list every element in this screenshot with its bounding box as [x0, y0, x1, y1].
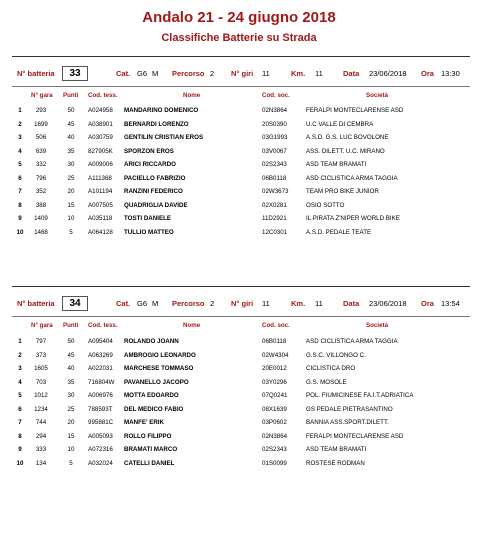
societa: A.S.D. PEDALE TEATE [306, 228, 372, 236]
punti: 50 [67, 338, 75, 345]
nome: TULLIO MATTEO [124, 228, 174, 236]
codsoc: 02N3864 [262, 432, 288, 440]
pos: 1 [18, 338, 22, 345]
tess: A030759 [88, 134, 113, 141]
tess: A035118 [88, 215, 113, 222]
codsoc: 20S0390 [262, 120, 287, 128]
table-row [0, 457, 478, 471]
codsoc: 06B0118 [262, 174, 287, 182]
societa: FERALPI MONTECLARENSE ASD [306, 432, 404, 440]
table-header [0, 322, 478, 332]
batteria-info-bar [0, 296, 478, 312]
societa: U.C VALLE DI CEMBRA [306, 120, 374, 128]
col-gara: N° gara [31, 322, 53, 329]
nome: MOTTA EDOARDO [124, 392, 179, 399]
societa: G.S.C. VILLONGO C. [306, 351, 366, 359]
codsoc: 20E0012 [262, 365, 287, 372]
punti: 25 [67, 405, 75, 413]
batteria-number: 33 [62, 66, 88, 81]
label-batteria: N° batteria [17, 69, 55, 78]
gara: 796 [35, 174, 47, 182]
col-gara: N° gara [31, 92, 53, 99]
pos: 3 [18, 134, 22, 141]
codsoc: 11D2921 [262, 215, 287, 222]
table-row [0, 376, 478, 390]
divider [12, 86, 470, 87]
table-row [0, 362, 478, 376]
table-row [0, 158, 478, 172]
km-value: 11 [315, 299, 323, 308]
table-row [0, 349, 478, 363]
sesso-value: M [152, 69, 159, 78]
tess: 995881C [88, 419, 114, 426]
gara: 744 [35, 419, 47, 426]
punti: 5 [69, 228, 73, 236]
codsoc: 02W3673 [262, 188, 289, 195]
punti: 5 [69, 459, 73, 467]
giri-value: 11 [262, 299, 270, 308]
divider [12, 286, 470, 287]
societa: GS PEDALE PIETRASANTINO [306, 405, 393, 413]
punti: 25 [67, 174, 75, 182]
codsoc: 02N3864 [262, 107, 288, 114]
nome: BRAMATI MARCO [124, 446, 178, 453]
nome: PACIELLO FABRIZIO [124, 174, 186, 182]
page-title: Andalo 21 - 24 giugno 2018 [142, 9, 336, 26]
tess: A006976 [88, 392, 113, 399]
label-cat: Cat. [116, 299, 131, 308]
label-cat: Cat. [116, 69, 131, 78]
gara: 1234 [34, 405, 48, 413]
table-row [0, 212, 478, 226]
col-codsoc: Cod. soc. [262, 92, 290, 99]
societa: ROSTESE RODMAN [306, 459, 365, 467]
societa: FERALPI MONTECLARENSE ASD [306, 107, 404, 114]
table-row [0, 416, 478, 430]
punti: 40 [67, 134, 75, 141]
label-giri: N° giri [231, 69, 254, 78]
col-punti: Punti [63, 92, 79, 99]
pos: 1 [18, 107, 22, 114]
page-subtitle: Classifiche Batterie su Strada [161, 32, 317, 44]
societa: ASD CICLISTICA ARMA TAGGIA [306, 338, 398, 345]
codsoc: 08X1639 [262, 405, 287, 413]
codsoc: 02S2343 [262, 161, 287, 168]
tess: A005093 [88, 432, 113, 440]
ora-value: 13:54 [441, 299, 460, 308]
punti: 10 [67, 446, 75, 453]
pos: 10 [16, 459, 24, 467]
codsoc: 03P0602 [262, 419, 287, 426]
pos: 2 [18, 351, 22, 359]
data-value: 23/06/2018 [369, 69, 407, 78]
percorso-value: 2 [210, 299, 215, 308]
nome: ROLANDO JOANN [124, 338, 179, 345]
nome: AMBROGIO LEONARDO [124, 351, 196, 359]
nome: PAVANELLO JACOPO [124, 378, 189, 386]
col-codsoc: Cod. soc. [262, 322, 290, 329]
label-percorso: Percorso [172, 299, 205, 308]
pos: 10 [16, 228, 24, 236]
gara: 1468 [34, 228, 48, 236]
gara: 294 [35, 432, 47, 440]
societa: OSIO SOTTO [306, 201, 345, 209]
codsoc: 02W4304 [262, 351, 289, 359]
col-nome: Nome [183, 92, 201, 99]
table-row [0, 335, 478, 349]
punti: 35 [67, 378, 75, 386]
table-row [0, 131, 478, 145]
pos: 5 [18, 392, 22, 399]
societa: POL. FIUMICINESE FA.I.T.ADRIATICA [306, 392, 414, 399]
societa: A.S.D. G.S. LUC BOVOLONE [306, 134, 389, 141]
table-row [0, 199, 478, 213]
col-nome: Nome [183, 322, 201, 329]
table-row [0, 443, 478, 457]
pos: 9 [18, 215, 22, 222]
societa: ASD TEAM BRAMATI [306, 161, 367, 168]
cat-value: G6 [137, 299, 148, 308]
label-percorso: Percorso [172, 69, 205, 78]
punti: 45 [67, 120, 75, 128]
societa: BANNIA ASS.SPORT.DILETT. [306, 419, 389, 426]
codsoc: 07Q0241 [262, 392, 288, 399]
pos: 4 [18, 378, 22, 386]
societa: ASD TEAM BRAMATI [306, 446, 367, 453]
punti: 35 [67, 147, 75, 155]
nome: MANDARINO DOMENICO [124, 107, 199, 114]
gara: 373 [35, 351, 47, 359]
pos: 4 [18, 147, 22, 155]
societa: ASS. DILETT. U.C. MIRANO [306, 147, 385, 155]
nome: SPORZON EROS [124, 147, 174, 155]
punti: 15 [67, 432, 75, 440]
table-header [0, 92, 478, 102]
societa: ASD CICLISTICA ARMA TAGGIA [306, 174, 398, 182]
label-giri: N° giri [231, 299, 254, 308]
codsoc: 03V0067 [262, 147, 287, 155]
punti: 20 [67, 188, 75, 195]
codsoc: 06B0118 [262, 338, 287, 345]
table-row [0, 172, 478, 186]
nome: GENTILIN CRISTIAN EROS [124, 134, 204, 141]
gara: 388 [35, 201, 47, 209]
label-data: Data [343, 299, 360, 308]
table-row [0, 118, 478, 132]
percorso-value: 2 [210, 69, 215, 78]
pos: 9 [18, 446, 22, 453]
tess: A007505 [88, 201, 113, 209]
gara: 639 [35, 147, 47, 155]
tess: A111368 [88, 174, 112, 182]
tess: 788593T [88, 405, 113, 413]
col-societa: Società [366, 322, 389, 329]
nome: BERNARDI LORENZO [124, 120, 189, 128]
punti: 15 [67, 201, 75, 209]
col-societa: Società [366, 92, 389, 99]
tess: A072316 [88, 446, 113, 453]
label-km: Km. [291, 69, 306, 78]
tess: A101194 [88, 188, 113, 195]
societa: G.S. MOSOLE [306, 378, 347, 386]
gara: 333 [35, 446, 47, 453]
label-batteria: N° batteria [17, 299, 55, 308]
tess: A063269 [88, 351, 113, 359]
tess: A064128 [88, 228, 113, 236]
label-ora: Ora [421, 299, 434, 308]
gara: 134 [35, 459, 47, 467]
pos: 5 [18, 161, 22, 168]
societa: IL PIRATA Z'NIPER WORLD BIKE [306, 215, 400, 222]
gara: 1605 [34, 365, 48, 372]
codsoc: 03Y0296 [262, 378, 287, 386]
gara: 506 [35, 134, 47, 141]
gara: 332 [35, 161, 47, 168]
tess: A038901 [88, 120, 113, 128]
punti: 50 [67, 107, 75, 114]
societa: CICLISTICA DRO [306, 365, 356, 372]
km-value: 11 [315, 69, 323, 78]
batteria-info-bar [0, 66, 478, 82]
nome: CATELLI DANIEL [124, 459, 175, 467]
table-row [0, 430, 478, 444]
gara: 1409 [34, 215, 48, 222]
gara: 703 [35, 378, 47, 386]
nome: QUADRIGLIA DAVIDE [124, 201, 188, 209]
results-table-33 [0, 104, 478, 239]
nome: TOSTI DANIELE [124, 215, 171, 222]
gara: 352 [35, 188, 47, 195]
nome: ARICI RICCARDO [124, 161, 176, 168]
pos: 3 [18, 365, 22, 372]
punti: 20 [67, 419, 75, 426]
societa: TEAM PRO BIKE JUNIOR [306, 188, 379, 195]
table-row [0, 403, 478, 417]
col-tess: Cod. tess. [88, 322, 118, 329]
pos: 2 [18, 120, 22, 128]
batteria-number: 34 [62, 296, 88, 311]
pos: 7 [18, 419, 22, 426]
punti: 10 [67, 215, 75, 222]
results-table-34 [0, 335, 478, 470]
gara: 1012 [34, 392, 48, 399]
tess: 716804W [88, 378, 115, 386]
punti: 40 [67, 365, 75, 372]
col-tess: Cod. tess. [88, 92, 118, 99]
pos: 8 [18, 201, 22, 209]
codsoc: 02X0281 [262, 201, 287, 209]
codsoc: 12C0301 [262, 228, 288, 236]
tess: A022031 [88, 365, 113, 372]
tess: A024958 [88, 107, 113, 114]
table-row [0, 185, 478, 199]
giri-value: 11 [262, 69, 270, 78]
pos: 7 [18, 188, 22, 195]
col-punti: Punti [63, 322, 79, 329]
table-row [0, 389, 478, 403]
tess: A009006 [88, 161, 113, 168]
table-row [0, 226, 478, 240]
nome: MARCHESE TOMMASO [124, 365, 194, 372]
nome: RANZINI FEDERICO [124, 188, 183, 195]
divider [12, 56, 470, 57]
label-data: Data [343, 69, 360, 78]
nome: ROLLO FILIPPO [124, 432, 172, 440]
ora-value: 13:30 [441, 69, 460, 78]
label-km: Km. [291, 299, 306, 308]
tess: A032024 [88, 459, 113, 467]
sesso-value: M [152, 299, 159, 308]
divider [12, 316, 470, 317]
data-value: 23/06/2018 [369, 299, 407, 308]
pos: 6 [18, 174, 22, 182]
pos: 6 [18, 405, 22, 413]
gara: 797 [35, 338, 47, 345]
tess: A095404 [88, 338, 113, 345]
cat-value: G6 [137, 69, 148, 78]
punti: 45 [67, 351, 75, 359]
pos: 8 [18, 432, 22, 440]
nome: DEL MEDICO FABIO [124, 405, 184, 413]
codsoc: 02S2343 [262, 446, 287, 453]
table-row [0, 104, 478, 118]
codsoc: 03G1993 [262, 134, 288, 141]
punti: 30 [67, 161, 75, 168]
tess: 827905K [88, 147, 113, 155]
codsoc: 01S0099 [262, 459, 287, 467]
label-ora: Ora [421, 69, 434, 78]
punti: 30 [67, 392, 75, 399]
gara: 1699 [34, 120, 48, 128]
nome: MANFE' ERIK [124, 419, 164, 426]
gara: 293 [35, 107, 47, 114]
table-row [0, 145, 478, 159]
